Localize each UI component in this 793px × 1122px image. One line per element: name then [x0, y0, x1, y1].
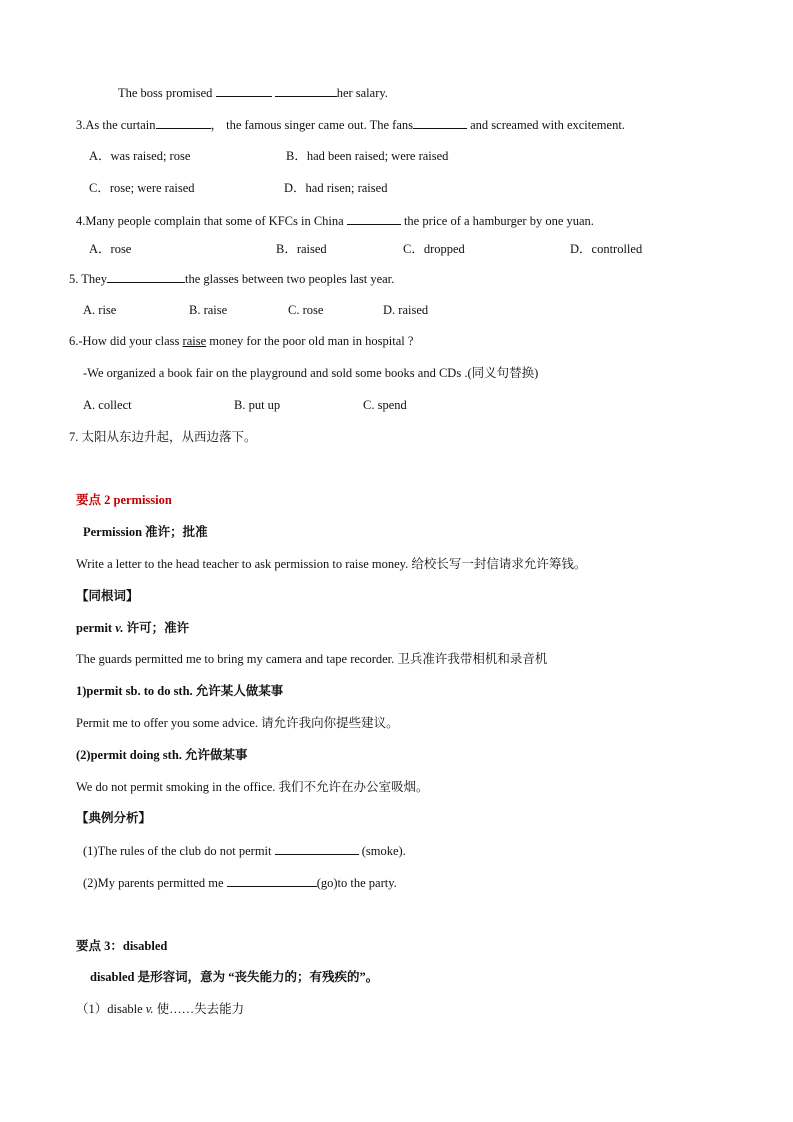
example-sentence: We do not permit smoking in the office. 我们不允许在办公室吸烟。 [76, 780, 429, 794]
exercise-line: (1)The rules of the club do not permit (smoke). [83, 844, 406, 858]
exercise-line: (2)My parents permitted me (go)to the party. [83, 876, 397, 890]
tag-label: 【同根词】 [76, 589, 139, 603]
question-6: 6.-How did your class raise money for the poor old man in hospital ? [69, 334, 414, 348]
option: A．rose [89, 242, 132, 256]
answer-blank [275, 842, 359, 855]
question-3: 3.As the curtain ， the famous singer came out. The fans and screamed with excitement. [76, 118, 625, 132]
definition: disabled 是形容词，意为 “丧失能力的；有残疾的”。 [90, 970, 379, 984]
word-entry: permit v. 许可；准许 [76, 621, 190, 635]
option: B. raise [189, 303, 228, 317]
option: C．rose; were raised [89, 181, 195, 195]
question-6-sentence: -We organized a book fair on the playground and sold some books and CDs .(同义句替换) [83, 366, 539, 380]
answer-blank [107, 270, 185, 283]
option: D．controlled [570, 242, 643, 256]
example-sentence: The guards permitted me to bring my camera and tape recorder. 卫兵准许我带相机和录音机 [76, 652, 548, 666]
option: C．dropped [403, 242, 465, 256]
option: A．was raised; rose [89, 149, 191, 163]
option: B. put up [234, 398, 281, 412]
question-7: 7. 太阳从东边升起，从西边落下。 [69, 430, 257, 444]
option: C. spend [363, 398, 407, 412]
option: B．raised [276, 242, 327, 256]
answer-blank [275, 84, 337, 97]
example-sentence: Write a letter to the head teacher to ask permission to raise money. 给校长写一封信请求允许筹钱。 [76, 557, 587, 571]
usage-pattern: (2)permit doing sth. 允许做某事 [76, 748, 248, 762]
usage-pattern: 1)permit sb. to do sth. 允许某人做某事 [76, 684, 284, 698]
underlined-word: raise [182, 334, 207, 348]
option: A. collect [83, 398, 132, 412]
option: D．had risen; raised [284, 181, 388, 195]
answer-blank [227, 874, 317, 887]
exercise-line: The boss promised her salary. [118, 86, 388, 100]
option: B．had been raised; were raised [286, 149, 449, 163]
word-entry: （1）disable v. 使……失去能力 [76, 1002, 245, 1016]
answer-blank [156, 116, 211, 129]
definition: Permission 准许；批准 [83, 525, 208, 539]
section-heading: 要点 2 permission [76, 493, 172, 507]
example-sentence: Permit me to offer you some advice. 请允许我向你提些建议。 [76, 716, 399, 730]
section-heading: 要点 3：disabled [76, 939, 168, 953]
answer-blank [347, 212, 401, 225]
question-4: 4.Many people complain that some of KFCs in China the price of a hamburger by one yuan. [76, 214, 594, 228]
option: A. rise [83, 303, 117, 317]
question-5: 5. They the glasses between two peoples last year. [69, 272, 395, 286]
answer-blank [413, 116, 467, 129]
option: C. rose [288, 303, 324, 317]
option: D. raised [383, 303, 429, 317]
answer-blank [216, 84, 272, 97]
tag-label: 【典例分析】 [76, 811, 152, 825]
